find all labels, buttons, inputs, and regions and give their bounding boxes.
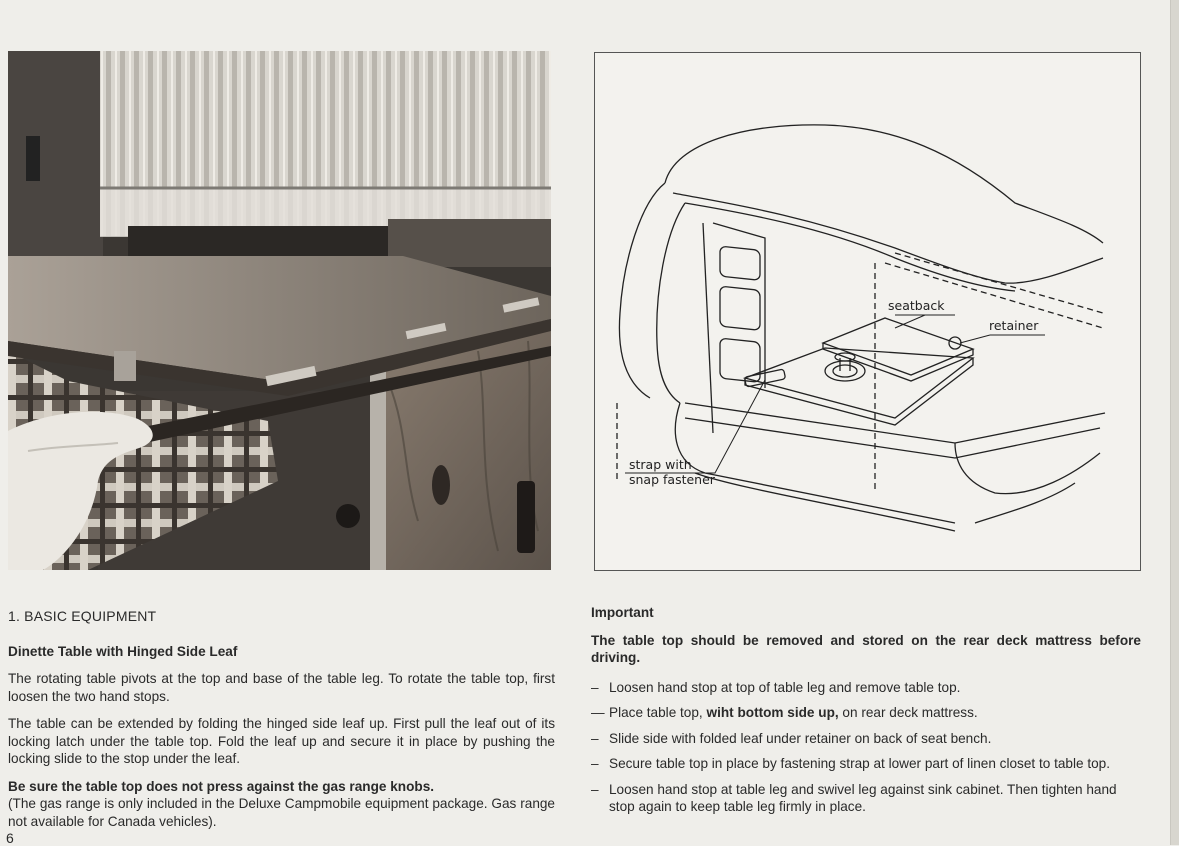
step-text: Secure table top in place by fastening strap at lower part of linen closet to table top. <box>609 756 1111 771</box>
step-item <box>591 704 1141 722</box>
step-text-pre: Place table top, <box>609 705 707 720</box>
step-text: Slide side with folded leaf under retainer on back of seat bench. <box>609 730 992 746</box>
step-dash: — <box>591 705 605 720</box>
callout-strap-line2: snap fastener <box>629 472 715 487</box>
step-text-post: on rear deck mattress. <box>838 705 978 720</box>
important-paragraph: The table top should be removed and stored on the rear deck mattress before driving. <box>591 632 1141 665</box>
table-storage-illustration <box>594 52 1141 571</box>
step-dash: – <box>591 756 599 771</box>
step-item <box>591 730 1141 748</box>
right-text-column <box>591 604 1141 824</box>
step-text: Loosen hand stop at top of table leg and remove table top. <box>609 679 961 695</box>
section-title: 1. BASIC EQUIPMENT <box>8 608 157 624</box>
dinette-table-photo <box>8 51 551 570</box>
callout-seatback: seatback <box>888 298 945 313</box>
step-text: Loosen hand stop at table leg and swivel leg against sink cabinet. Then tighten hand stop again to keep table leg firmly in place. <box>609 781 1117 814</box>
step-dash: – <box>591 781 599 797</box>
page-number: 6 <box>6 830 14 846</box>
step-text-bold: wiht bottom side up, <box>706 705 839 720</box>
gas-range-warning: Be sure the table top does not press against the gas range knobs. <box>8 778 435 794</box>
step-item <box>591 781 1141 816</box>
step-dash: – <box>591 679 599 695</box>
step-item <box>591 755 1141 773</box>
important-heading: Important <box>591 605 654 620</box>
page-binding-edge <box>1170 0 1179 845</box>
extend-paragraph: The table can be extended by folding the hinged side leaf up. First pull the leaf out of its locking latch under the table top. Fold the leaf up and secure it in place by pushing the locking slide to the stop under the leaf. <box>8 716 555 766</box>
callout-strap-line1: strap with <box>629 457 692 472</box>
step-item <box>591 679 1141 697</box>
gas-range-note: (The gas range is only included in the Deluxe Campmobile equipment package. Gas range not available for Canada vehicles). <box>8 796 555 829</box>
dinette-heading: Dinette Table with Hinged Side Leaf <box>8 643 238 659</box>
rotate-paragraph: The rotating table pivots at the top and base of the table leg. To rotate the table top, first loosen the two hand stops. <box>8 671 555 704</box>
step-dash: – <box>591 730 599 746</box>
left-text-column <box>8 608 555 830</box>
callout-retainer: retainer <box>989 318 1039 333</box>
